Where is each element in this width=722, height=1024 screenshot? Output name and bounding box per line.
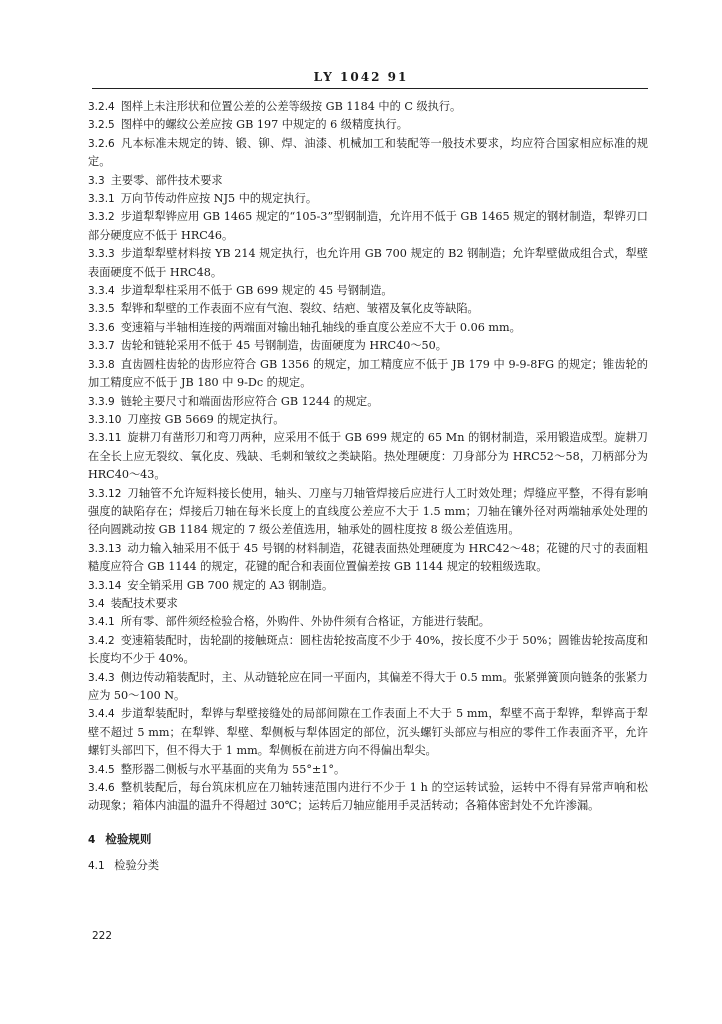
clause-3-3-5 <box>88 300 648 318</box>
clause-number: 3.4 <box>88 597 105 610</box>
clause-number: 3.3.2 <box>88 211 115 224</box>
clause-text: 整形器二侧板与水平基面的夹角为 55°±1°。 <box>120 762 346 776</box>
page-number: 222 <box>92 930 113 942</box>
clause-number: 3.3 <box>88 174 105 187</box>
clause-text: 图样中的螺纹公差应按 GB 197 中规定的 6 级精度执行。 <box>120 118 408 132</box>
clause-3-3-1 <box>88 190 648 208</box>
clause-3-4-6 <box>88 779 648 816</box>
clause-3-2-6 <box>88 135 648 172</box>
clause-4-1 <box>88 857 648 875</box>
clause-number: 3.3.5 <box>88 303 115 316</box>
clause-number: 3.3.12 <box>88 487 122 500</box>
clause-text: 齿轮和链轮采用不低于 45 号钢制造，齿面硬度为 HRC40～50。 <box>120 339 447 353</box>
clause-text: 变速箱装配时，齿轮副的接触斑点：圆柱齿轮按高度不少于 40%，按长度不少于 50%；圆锥齿轮按高度和长度均不少于 40%。 <box>88 633 648 666</box>
clause-number: 3.4.1 <box>88 616 115 629</box>
clause-text: 凡本标准未规定的铸、锻、铆、焊、油漆、机械加工和装配等一般技术要求，均应符合国家相应标准的规定。 <box>88 136 648 169</box>
clause-3-3-4 <box>88 282 648 300</box>
clause-text: 步道犁犁壁材料按 YB 214 规定执行，也允许用 GB 700 规定的 B2 钢制造；允许犁壁做成组合式，犁壁表面硬度不低于 HRC48。 <box>88 247 648 279</box>
clause-number: 3.4.6 <box>88 782 115 795</box>
clause-text: 步道犁装配时，犁铧与犁壁接缝处的局部间隙在工作表面上不大于 5 mm，犁壁不高于犁铧，犁铧高于犁壁不超过 5 mm；在犁铧、犁壁、犁侧板与犁体固定的部位，沉头螺钉头部应与相应的零件工作表面齐平，允许螺钉头部凹下，但不得大于 1 mm。犁侧板在前进方向不得偏出犁尖。 <box>88 707 648 758</box>
clause-number: 3.2.6 <box>88 137 115 150</box>
clause-number: 3.3.11 <box>88 432 122 445</box>
clause-3-4-4 <box>88 705 648 760</box>
clause-number: 3.3.9 <box>88 395 115 408</box>
header-rule <box>92 88 648 89</box>
section-4-title: 检验规则 <box>105 831 152 846</box>
clause-3-4 <box>88 595 648 613</box>
clause-3-4-2 <box>88 632 648 669</box>
clause-text: 刀座按 GB 5669 的规定执行。 <box>127 412 285 426</box>
clause-text: 旋耕刀有凿形刀和弯刀两种，应采用不低于 GB 699 规定的 65 Mn 的钢材制造，采用锻造成型。旋耕刀在全长上应无裂纹、氧化皮、残缺、毛刺和皱纹之类缺陷。热处理硬度：刀身部分为 HRC52～58，刀柄部分为 HRC40～43。 <box>88 431 648 482</box>
clause-text: 装配技术要求 <box>110 596 178 610</box>
clause-number: 3.3.4 <box>88 285 115 298</box>
clause-number: 3.4.5 <box>88 763 115 776</box>
clause-3-2-5 <box>88 116 648 134</box>
clause-text: 链轮主要尺寸和端面齿形应符合 GB 1244 的规定。 <box>120 394 379 408</box>
clause-text: 直齿圆柱齿轮的齿形应符合 GB 1356 的规定，加工精度应不低于 JB 179 中 9-9-8FG 的规定；锥齿轮的加工精度应不低于 JB 180 中 9-Dc 的规定。 <box>88 357 648 390</box>
section-4-heading <box>88 830 648 849</box>
clause-4-1-number: 4.1 <box>88 860 105 873</box>
clause-3-3-7 <box>88 337 648 355</box>
clause-3-4-1 <box>88 613 648 631</box>
clause-3-4-3 <box>88 669 648 706</box>
clause-3-3-12 <box>88 485 648 540</box>
clause-text: 所有零、部件须经检验合格，外购件、外协件须有合格证，方能进行装配。 <box>120 615 490 629</box>
clause-text: 整机装配后，每台筑床机应在刀轴转速范围内进行不少于 1 h 的空运转试验，运转中不得有异常声响和松动现象；箱体内油温的温升不得超过 30℃；运转后刀轴应能用手灵活转动；各箱体密封处不允许渗漏。 <box>88 781 648 813</box>
clause-3-3-11 <box>88 429 648 484</box>
clause-3-2-4 <box>88 98 648 116</box>
clause-3-3-9 <box>88 393 648 411</box>
clause-text: 图样上未注形状和位置公差的公差等级按 GB 1184 中的 C 级执行。 <box>120 100 462 113</box>
clause-3-3-2 <box>88 208 648 245</box>
spacer <box>88 849 648 857</box>
clause-text: 动力输入轴采用不低于 45 号钢的材料制造，花键表面热处理硬度为 HRC42～48；花键的尺寸的表面粗糙度应符合 GB 1144 的规定，花键的配合和表面位置偏差按 GB 1144 规定的较粗级选取。 <box>88 541 648 574</box>
clause-number: 3.4.4 <box>88 708 115 721</box>
clause-3-3-10 <box>88 411 648 429</box>
clause-number: 3.3.14 <box>88 579 122 592</box>
clause-text: 万向节传动件应按 NJ5 中的规定执行。 <box>120 192 318 206</box>
clause-number: 3.4.3 <box>88 671 115 684</box>
clause-text: 步道犁犁柱采用不低于 GB 699 规定的 45 号钢制造。 <box>120 284 393 298</box>
clause-3-3-14 <box>88 577 648 595</box>
clause-list <box>88 98 648 816</box>
clause-text: 犁铧和犁壁的工作表面不应有气泡、裂纹、结疤、皱褶及氧化皮等缺陷。 <box>120 302 479 316</box>
clause-number: 3.4.2 <box>88 634 115 647</box>
clause-4-1-title: 检验分类 <box>114 859 160 873</box>
clause-3-3-13 <box>88 540 648 577</box>
standard-code-header: LY 1042 91 <box>313 70 409 84</box>
clause-text: 步道犁犁铧应用 GB 1465 规定的“105-3”型钢制造，允许用不低于 GB 1465 规定的钢材制造，犁铧刃口部分硬度应不低于 HRC46。 <box>88 210 648 242</box>
section-4-number: 4 <box>88 833 96 846</box>
clause-text: 刀轴管不允许短料接长使用，轴头、刀座与刀轴管焊接后应进行人工时效处理；焊缝应平整，不得有影响强度的缺陷存在；焊接后刀轴在每米长度上的直线度公差应不大于 1.5 mm；刀轴在镶外径对两端轴承处处理的径向圆跳动按 GB 1184 规定的 7 级公差值选用，轴承处的圆柱度按 8 级公差值选用。 <box>88 486 648 537</box>
clause-text: 侧边传动箱装配时，主、从动链轮应在同一平面内，其偏差不得大于 0.5 mm。张紧弹簧顶向链条的张紧力应为 50～100 N。 <box>88 670 648 702</box>
clause-text: 主要零、部件技术要求 <box>110 173 223 187</box>
clause-text: 安全销采用 GB 700 规定的 A3 钢制造。 <box>127 578 334 592</box>
clause-3-3-6 <box>88 319 648 337</box>
clause-text: 变速箱与半轴相连接的两端面对输出轴孔轴线的垂直度公差应不大于 0.06 mm。 <box>120 320 521 334</box>
clause-number: 3.3.10 <box>88 413 122 426</box>
document-body <box>88 98 648 876</box>
clause-3-4-5 <box>88 761 648 779</box>
section-gap <box>88 816 648 830</box>
clause-number: 3.2.5 <box>88 119 115 132</box>
clause-number: 3.3.13 <box>88 542 122 555</box>
clause-number: 3.3.1 <box>88 193 115 206</box>
clause-3-3-8 <box>88 356 648 393</box>
clause-number: 3.2.4 <box>88 101 115 113</box>
clause-number: 3.3.7 <box>88 340 115 353</box>
clause-number: 3.3.6 <box>88 321 115 334</box>
clause-3-3-3 <box>88 245 648 282</box>
clause-number: 3.3.3 <box>88 248 115 261</box>
clause-3-3 <box>88 172 648 190</box>
clause-number: 3.3.8 <box>88 358 115 371</box>
